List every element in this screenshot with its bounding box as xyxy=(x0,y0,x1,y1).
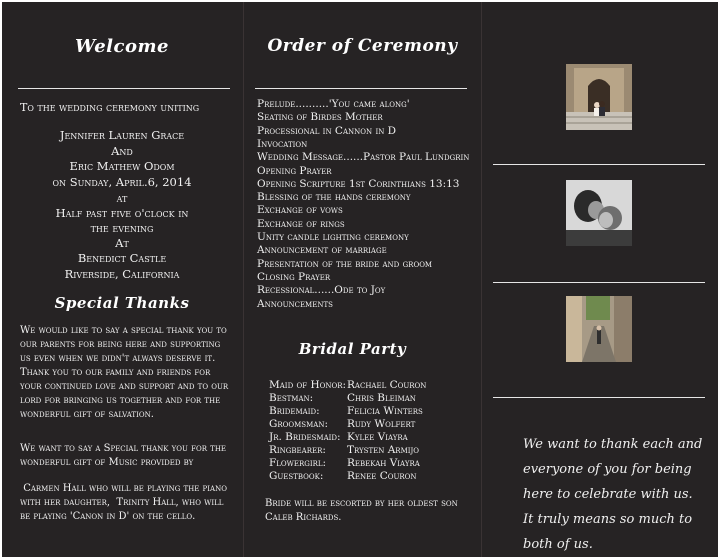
venue-location: Riverside, California xyxy=(64,267,180,281)
ceremony-item: Exchange of rings xyxy=(257,217,345,230)
party-role: Bridemaid: xyxy=(269,405,320,417)
ceremony-item: Invocation xyxy=(257,137,308,150)
program-sheet xyxy=(2,2,718,557)
fold-line-left xyxy=(243,2,244,557)
welcome-title: Welcome xyxy=(74,36,169,57)
party-role: Ringbearer: xyxy=(269,444,326,456)
party-name: Rebekah Viayra xyxy=(347,457,420,469)
ceremony-rule xyxy=(255,88,467,89)
ceremony-panel xyxy=(245,2,480,557)
party-name: Chris Bleiman xyxy=(347,392,416,404)
welcome-rule xyxy=(18,88,230,89)
party-role: Jr. Bridesmaid: xyxy=(269,431,341,443)
ceremony-item: Announcements xyxy=(257,297,333,310)
party-role: Flowergirl: xyxy=(269,457,327,469)
ceremony-item: Exchange of vows xyxy=(257,204,343,217)
welcome-intro: To the wedding ceremony uniting xyxy=(20,101,200,114)
at-text-2: At xyxy=(115,236,129,250)
party-name: Rachael Couron xyxy=(347,379,427,391)
party-name: Rudy Wolfert xyxy=(347,418,416,430)
castle-steps-photo xyxy=(566,64,632,130)
ceremony-item: Opening Prayer xyxy=(257,164,332,177)
photo-rule-2 xyxy=(493,282,705,283)
ceremony-item: Wedding Message......Pastor Paul Lundgrin xyxy=(257,151,470,164)
alley-photo xyxy=(566,296,632,362)
bride-name: Jennifer Lauren Grace xyxy=(59,128,185,142)
photo-rule-3 xyxy=(493,397,705,398)
ceremony-item: Recessional......Ode to Joy xyxy=(257,284,386,297)
and-text: And xyxy=(111,144,133,158)
bridal-party-title: Bridal Party xyxy=(298,340,407,358)
thanks-paragraph-2: We want to say a Special thank you for the wonderful gift of Music provided by xyxy=(20,443,227,468)
party-name: Renee Couron xyxy=(347,470,417,482)
welcome-panel xyxy=(2,2,242,557)
ceremony-item: Seating of Birdes Mother xyxy=(257,111,383,124)
ceremony-item: Presentation of the bride and groom xyxy=(257,257,433,270)
ceremony-item: Announcement of marriage xyxy=(257,244,387,257)
photos-panel xyxy=(483,2,718,557)
ceremony-item: Blessing of the hands ceremony xyxy=(257,191,411,204)
party-role: Bestman: xyxy=(269,392,314,404)
escort-note: Bride will be escorted by her oldest son Caleb Richards. xyxy=(265,498,458,523)
closing-message: We want to thank each and everyone of you for being here to celebrate with us. It truly means so much to both of us. xyxy=(523,437,703,552)
party-name: Kylee Viayra xyxy=(347,431,408,443)
ceremony-item: Opening Scripture 1st Corinthians 13:13 xyxy=(257,177,460,190)
party-row xyxy=(269,379,346,391)
photo-rule-1 xyxy=(493,164,705,165)
wedding-time-2: the evening xyxy=(90,221,154,235)
ceremony-item: Prelude..........'You came along' xyxy=(257,98,410,110)
thanks-paragraph-1: We would like to say a special thank you to our parents for being here and supporting us even when we didn't always deserve it. Thank you to our family and friends for your continued love and support and to our lord for bringing us together and for the wonderful gift of salvation. xyxy=(20,325,229,420)
fold-line-right xyxy=(481,2,482,557)
ceremony-item: Processional in Cannon in D xyxy=(257,124,397,137)
groom-name: Eric Mathew Odom xyxy=(69,159,175,173)
thanks-paragraph-3: Carmen Hall who will be playing the piano with her daughter, Trinity Hall, who will be playing 'Canon in D' on the cello. xyxy=(20,483,231,522)
wedding-time: Half past five o'clock in xyxy=(55,206,189,220)
ceremony-item: Closing Prayer xyxy=(257,270,331,283)
party-role: Groomsman: xyxy=(269,418,328,430)
party-name: Trysten Armijo xyxy=(347,444,420,456)
ceremony-item: Unity candle lighting ceremony xyxy=(257,231,409,243)
special-thanks-title: Special Thanks xyxy=(54,294,190,312)
ceremony-title: Order of Ceremony xyxy=(267,36,458,56)
party-role: Maid of Honor: xyxy=(269,379,347,391)
couple-kiss-photo xyxy=(566,180,632,246)
party-role: Guestbook: xyxy=(269,470,324,482)
venue-name: Benedict Castle xyxy=(77,251,167,265)
wedding-date: on Sunday, April.6, 2014 xyxy=(52,175,192,189)
party-name: Felicia Winters xyxy=(347,405,423,417)
at-text-1: at xyxy=(116,191,128,205)
